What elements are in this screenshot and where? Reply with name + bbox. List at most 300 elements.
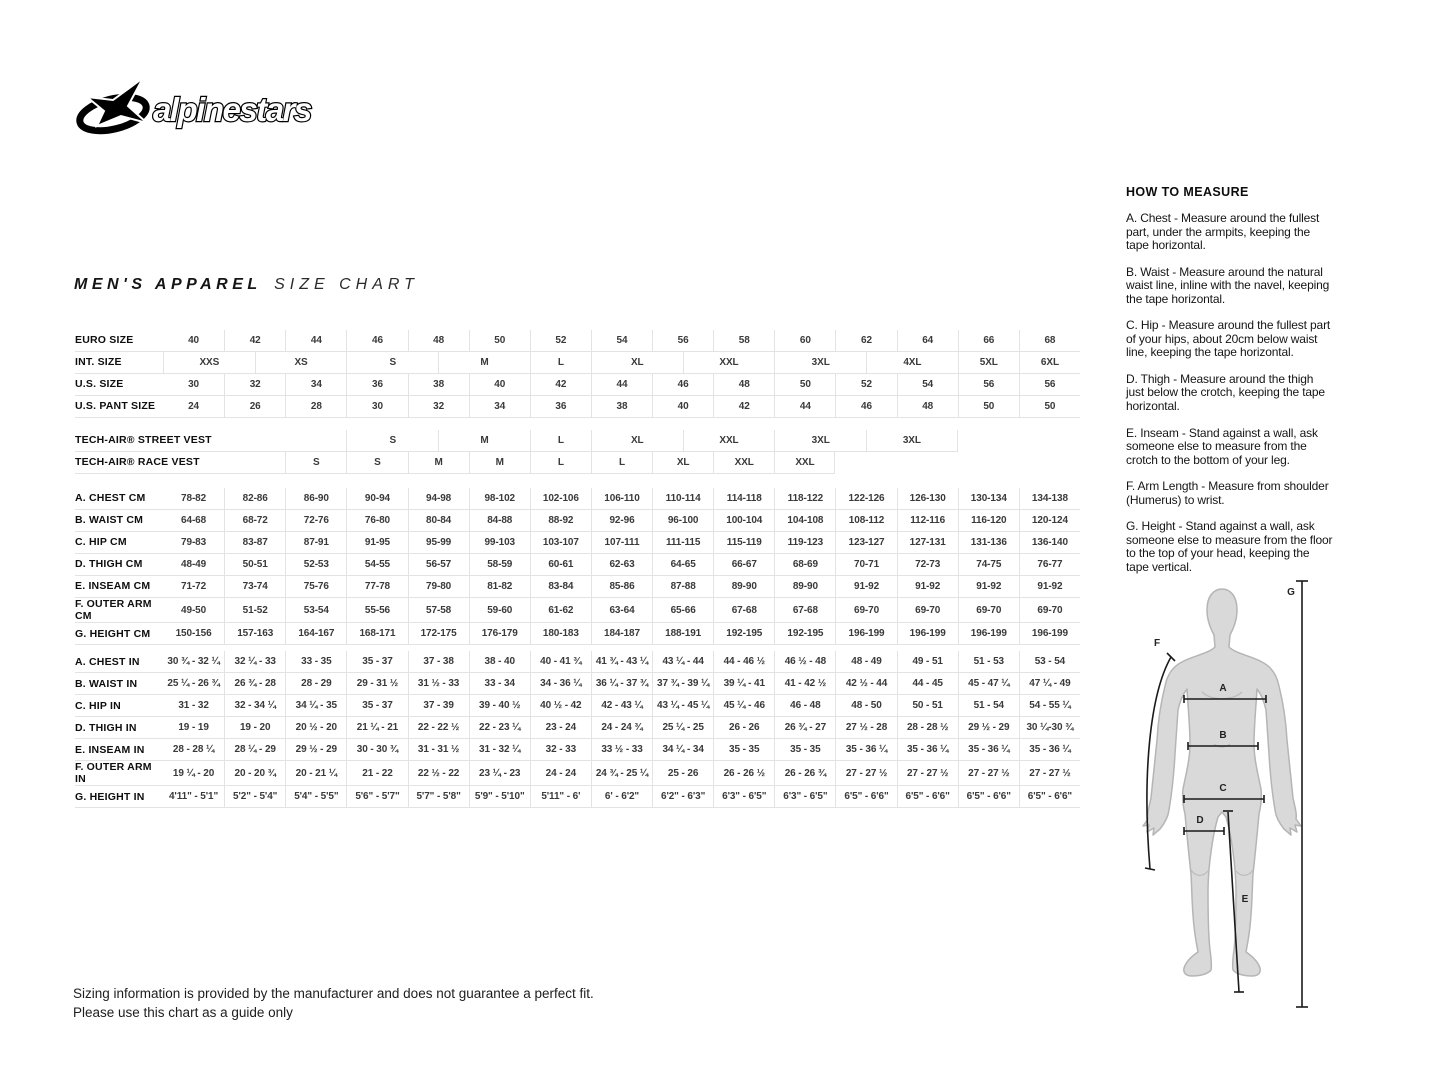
size-value-cell: 150-156 xyxy=(175,628,212,640)
size-value-cell: 50 xyxy=(469,330,530,351)
figure-label-g: G xyxy=(1287,587,1295,598)
size-value-cell: 188-191 xyxy=(652,623,713,644)
size-value-cell: 40 xyxy=(188,335,200,346)
size-value-cell: L xyxy=(591,452,652,474)
figure-label-f: F xyxy=(1153,638,1161,649)
size-value-cell: 39 - 40 ½ xyxy=(469,695,530,716)
table-row xyxy=(75,430,1080,452)
size-value-cell: 6'5" - 6'6" xyxy=(835,786,896,807)
size-value-cell: 184-187 xyxy=(591,623,652,644)
size-value-cell: 54 xyxy=(591,330,652,351)
size-value-cell: 92-96 xyxy=(591,510,652,531)
size-value-cell: S xyxy=(285,452,346,474)
size-value-cell: 78-82 xyxy=(181,493,207,504)
size-value-cell: 51-52 xyxy=(224,598,285,622)
size-value-cell: 57-58 xyxy=(408,598,469,622)
size-value-cell: 35 - 36 ¼ xyxy=(1019,739,1080,760)
size-value-cell: 22 - 23 ¼ xyxy=(469,717,530,738)
size-value-cell: 48 xyxy=(713,374,774,395)
size-value-cell: 64-68 xyxy=(181,515,207,526)
measure-instruction-waist: B. Waist - Measure around the natural waist line, inline with the navel, keeping the tape horizontal. xyxy=(1126,264,1330,306)
size-value-cell: 53-54 xyxy=(285,598,346,622)
size-value-cell: M xyxy=(438,430,530,452)
size-value-cell: 36 xyxy=(346,374,407,395)
size-value-cell: 22 - 22 ½ xyxy=(408,717,469,738)
size-value-cell: 32 xyxy=(408,396,469,417)
size-value-cell: 30 xyxy=(346,396,407,417)
size-value-cell: 41 ¾ - 43 ¼ xyxy=(591,651,652,672)
size-value-cell: 20 - 21 ¼ xyxy=(285,761,346,785)
size-value-cell: 68-69 xyxy=(774,554,835,575)
size-value-cell: 6'2" - 6'3" xyxy=(652,786,713,807)
size-value-cell: 42 xyxy=(224,330,285,351)
size-value-cell: 123-127 xyxy=(835,532,896,553)
table-row xyxy=(75,651,1080,673)
size-value-cell: 6'5" - 6'6" xyxy=(897,786,958,807)
size-value-cell: 73-74 xyxy=(224,576,285,597)
size-value-cell: 5'4" - 5'5" xyxy=(285,786,346,807)
size-value-cell: 50 xyxy=(774,374,835,395)
size-value-cell: 196-199 xyxy=(958,623,1019,644)
size-value-cell: 116-120 xyxy=(958,510,1019,531)
row-label: C. HIP CM xyxy=(75,536,127,549)
body-silhouette-diagram xyxy=(1140,574,1320,1019)
figure-label-a: A xyxy=(1219,683,1227,694)
size-value-cell: 29 - 31 ½ xyxy=(346,673,407,694)
size-value-cell: 28 - 28 ½ xyxy=(897,717,958,738)
page-title xyxy=(74,276,419,294)
size-value-cell: 20 ½ - 20 xyxy=(285,717,346,738)
measure-instruction-hip: C. Hip - Measure around the fullest part of your hips, about 20cm below waist line, keeping the tape horizontal. xyxy=(1126,318,1331,360)
size-value-cell: 40 ½ - 42 xyxy=(530,695,591,716)
size-value-cell: 114-118 xyxy=(713,488,774,509)
row-label: B. WAIST CM xyxy=(75,514,144,527)
size-value-cell: 83-84 xyxy=(530,576,591,597)
figure-label-d: D xyxy=(1196,815,1204,826)
size-value-cell: 5'2" - 5'4" xyxy=(224,786,285,807)
size-value-cell: 86-90 xyxy=(285,488,346,509)
logo-wordmark: alpinestars xyxy=(153,91,311,128)
size-value-cell: XXS xyxy=(163,352,255,374)
size-value-cell: 19 - 20 xyxy=(224,717,285,738)
size-value-cell: 52-53 xyxy=(285,554,346,575)
size-value-cell: 44 xyxy=(591,374,652,395)
size-value-cell: 30 - 30 ¾ xyxy=(346,739,407,760)
size-value-cell: 110-114 xyxy=(652,488,713,509)
size-value-cell: 6' - 6'2" xyxy=(591,786,652,807)
size-value-cell: 66 xyxy=(958,330,1019,351)
size-value-cell: M xyxy=(408,452,469,474)
how-to-measure-panel xyxy=(1126,185,1334,587)
size-value-cell: 35 - 36 ¼ xyxy=(958,739,1019,760)
size-value-cell: 99-103 xyxy=(469,532,530,553)
row-label: INT. SIZE xyxy=(75,352,163,374)
size-value-cell: XXL xyxy=(713,452,774,474)
size-value-cell: 96-100 xyxy=(652,510,713,531)
size-value-cell: 43 ¼ - 45 ¼ xyxy=(652,695,713,716)
size-value-cell: 100-104 xyxy=(713,510,774,531)
size-value-cell: 49-50 xyxy=(181,604,207,616)
size-value-cell: XL xyxy=(652,452,713,474)
size-value-cell: 118-122 xyxy=(774,488,835,509)
size-value-cell: 32 ¼ - 33 xyxy=(224,651,285,672)
size-value-cell: 27 ½ - 28 xyxy=(835,717,896,738)
size-value-cell: 66-67 xyxy=(713,554,774,575)
size-value-cell: 5'7" - 5'8" xyxy=(408,786,469,807)
size-value-cell: 5'9" - 5'10" xyxy=(469,786,530,807)
row-label: B. WAIST IN xyxy=(75,677,138,690)
size-value-cell: 37 - 38 xyxy=(408,651,469,672)
size-value-cell: 79-83 xyxy=(181,537,207,548)
size-value-cell: 58 xyxy=(713,330,774,351)
size-value-cell: 91-92 xyxy=(835,576,896,597)
size-value-cell: 35 - 37 xyxy=(346,695,407,716)
size-value-cell: 84-88 xyxy=(469,510,530,531)
size-value-cell: 58-59 xyxy=(469,554,530,575)
table-row xyxy=(75,396,1080,418)
size-value-cell: S xyxy=(346,352,438,374)
size-value-cell: 82-86 xyxy=(224,488,285,509)
size-value-cell: 76-77 xyxy=(1019,554,1080,575)
size-value-cell: 24 - 24 ¾ xyxy=(591,717,652,738)
table-group-spacer xyxy=(75,474,1080,488)
size-value-cell: 98-102 xyxy=(469,488,530,509)
alpinestars-logo xyxy=(73,76,333,138)
size-value-cell: 23 ¼ - 23 xyxy=(469,761,530,785)
size-value-cell: 35 - 35 xyxy=(713,739,774,760)
table-row xyxy=(75,786,1080,808)
measure-instruction-height: G. Height - Stand against a wall, ask someone else to measure from the floor to the top of your head, keeping the tape vertical. xyxy=(1126,519,1333,574)
size-value-cell: 46 ½ - 48 xyxy=(774,651,835,672)
size-value-cell: 68 xyxy=(1019,330,1080,351)
size-value-cell: 5XL xyxy=(958,352,1019,374)
size-value-cell: 50 xyxy=(958,396,1019,417)
size-value-cell: 196-199 xyxy=(835,623,896,644)
size-value-cell: 38 xyxy=(408,374,469,395)
size-value-cell: 71-72 xyxy=(181,581,207,592)
size-value-cell: 69-70 xyxy=(958,598,1019,622)
size-value-cell: 87-88 xyxy=(652,576,713,597)
size-value-cell: 192-195 xyxy=(713,623,774,644)
size-value-cell: 88-92 xyxy=(530,510,591,531)
size-value-cell: 35 - 36 ¼ xyxy=(897,739,958,760)
size-value-cell: 102-106 xyxy=(530,488,591,509)
size-value-cell: 41 - 42 ½ xyxy=(774,673,835,694)
size-value-cell: 24 - 24 xyxy=(530,761,591,785)
size-value-cell: XXL xyxy=(683,430,775,452)
size-value-cell: 64-65 xyxy=(652,554,713,575)
size-value-cell: 91-92 xyxy=(897,576,958,597)
size-value-cell: 56 xyxy=(1019,374,1080,395)
size-value-cell: 48-49 xyxy=(181,559,207,570)
alpinestars-star-icon xyxy=(73,76,333,138)
size-value-cell: 44 xyxy=(285,330,346,351)
row-label: TECH-AIR® RACE VEST xyxy=(75,452,285,474)
size-value-cell: 67-68 xyxy=(774,598,835,622)
size-value-cell: 60 xyxy=(774,330,835,351)
size-value-cell: 52 xyxy=(530,330,591,351)
size-value-cell: 6XL xyxy=(1019,352,1080,374)
size-value-cell: 20 - 20 ¾ xyxy=(224,761,285,785)
figure-label-e: E xyxy=(1241,894,1249,905)
table-row xyxy=(75,598,1080,623)
size-value-cell: 67-68 xyxy=(713,598,774,622)
size-value-cell: 42 ½ - 44 xyxy=(835,673,896,694)
size-value-cell: 29 ½ - 29 xyxy=(958,717,1019,738)
how-to-measure-heading: HOW TO MEASURE xyxy=(1126,185,1249,199)
measurement-figure xyxy=(1140,574,1320,1019)
size-value-cell: 45 ¼ - 46 xyxy=(713,695,774,716)
size-value-cell: 62-63 xyxy=(591,554,652,575)
size-value-cell: 176-179 xyxy=(469,623,530,644)
size-value-cell: 77-78 xyxy=(346,576,407,597)
table-row xyxy=(75,739,1080,761)
size-value-cell: 27 - 27 ½ xyxy=(1019,761,1080,785)
size-value-cell: 50 - 51 xyxy=(897,695,958,716)
size-value-cell: M xyxy=(438,352,530,374)
size-value-cell: 107-111 xyxy=(591,532,652,553)
row-label: G. HEIGHT CM xyxy=(75,627,151,640)
size-value-cell: 53 - 54 xyxy=(1019,651,1080,672)
size-value-cell: 111-115 xyxy=(652,532,713,553)
row-label: U.S. PANT SIZE xyxy=(75,400,156,413)
size-value-cell: 131-136 xyxy=(958,532,1019,553)
size-value-cell: 46 xyxy=(346,330,407,351)
size-value-cell: 48 - 50 xyxy=(835,695,896,716)
table-row xyxy=(75,623,1080,645)
size-value-cell: 40 xyxy=(652,396,713,417)
disclaimer-text xyxy=(73,985,594,1023)
size-value-cell: 75-76 xyxy=(285,576,346,597)
size-value-cell: 35 - 37 xyxy=(346,651,407,672)
size-value-cell: 51 - 53 xyxy=(958,651,1019,672)
size-value-cell: 157-163 xyxy=(224,623,285,644)
size-value-cell: 95-99 xyxy=(408,532,469,553)
size-value-cell: 83-87 xyxy=(224,532,285,553)
size-value-cell: 32 - 34 ¼ xyxy=(224,695,285,716)
size-value-cell: 6'3" - 6'5" xyxy=(713,786,774,807)
size-value-cell: 5'11" - 6' xyxy=(530,786,591,807)
table-row xyxy=(75,673,1080,695)
size-value-cell: 26 - 26 ¾ xyxy=(774,761,835,785)
size-value-cell: 48 xyxy=(408,330,469,351)
size-value-cell: 87-91 xyxy=(285,532,346,553)
size-value-cell: 21 - 22 xyxy=(346,761,407,785)
size-value-cell: 34 xyxy=(469,396,530,417)
size-value-cell: 42 xyxy=(713,396,774,417)
size-value-cell: 50-51 xyxy=(224,554,285,575)
size-value-cell: 33 - 34 xyxy=(469,673,530,694)
size-value-cell: 72-73 xyxy=(897,554,958,575)
size-value-cell: 6'5" - 6'6" xyxy=(958,786,1019,807)
size-value-cell: 60-61 xyxy=(530,554,591,575)
size-value-cell: 56 xyxy=(652,330,713,351)
size-value-cell: 25 - 26 xyxy=(652,761,713,785)
size-value-cell: 28 - 28 ¼ xyxy=(172,744,215,756)
size-value-cell: 68-72 xyxy=(224,510,285,531)
size-value-cell: XL xyxy=(591,430,683,452)
size-value-cell: 196-199 xyxy=(897,623,958,644)
size-value-cell: 26 xyxy=(224,396,285,417)
size-value-cell: 5'6" - 5'7" xyxy=(346,786,407,807)
row-label: C. HIP IN xyxy=(75,699,121,712)
size-value-cell: 29 ½ - 29 xyxy=(285,739,346,760)
size-table xyxy=(75,330,1080,808)
row-label: G. HEIGHT IN xyxy=(75,790,145,803)
size-value-cell: 48 xyxy=(897,396,958,417)
size-value-cell: 27 - 27 ½ xyxy=(897,761,958,785)
table-row xyxy=(75,510,1080,532)
size-value-cell: 34 ¼ - 35 xyxy=(285,695,346,716)
size-value-cell: 26 - 26 ½ xyxy=(713,761,774,785)
size-value-cell: 21 ¼ - 21 xyxy=(346,717,407,738)
size-value-cell: XXL xyxy=(774,452,835,474)
row-label: EURO SIZE xyxy=(75,334,134,347)
size-value-cell: 54 xyxy=(897,374,958,395)
size-value-cell: 38 xyxy=(591,396,652,417)
size-value-cell: 62 xyxy=(835,330,896,351)
size-value-cell: 79-80 xyxy=(408,576,469,597)
size-value-cell: 69-70 xyxy=(835,598,896,622)
table-row xyxy=(75,452,1080,474)
size-value-cell: L xyxy=(530,452,591,474)
size-value-cell: 24 ¾ - 25 ¼ xyxy=(591,761,652,785)
size-value-cell: 26 ¾ - 27 xyxy=(774,717,835,738)
size-value-cell: 38 - 40 xyxy=(469,651,530,672)
measure-instruction-thigh: D. Thigh - Measure around the thigh just below the crotch, keeping the tape horizontal. xyxy=(1126,371,1325,414)
row-label: D. THIGH IN xyxy=(75,721,137,734)
row-label: TECH-AIR® STREET VEST xyxy=(75,430,346,452)
size-value-cell: 51 - 54 xyxy=(958,695,1019,716)
size-value-cell: S xyxy=(346,430,438,452)
size-value-cell: 127-131 xyxy=(897,532,958,553)
table-row xyxy=(75,554,1080,576)
size-value-cell: 70-71 xyxy=(835,554,896,575)
size-value-cell: 32 xyxy=(224,374,285,395)
size-value-cell: 42 xyxy=(530,374,591,395)
size-value-cell: 46 xyxy=(835,396,896,417)
size-value-cell: 26 ¾ - 28 xyxy=(224,673,285,694)
size-value-cell: 136-140 xyxy=(1019,532,1080,553)
size-value-cell: 36 ¼ - 37 ¾ xyxy=(591,673,652,694)
size-value-cell: 47 ¼ - 49 xyxy=(1019,673,1080,694)
size-value-cell: 28 xyxy=(285,396,346,417)
table-row xyxy=(75,352,1080,374)
size-value-cell: 26 - 26 xyxy=(713,717,774,738)
size-value-cell: 27 - 27 ½ xyxy=(958,761,1019,785)
size-value-cell: 6'5" - 6'6" xyxy=(1019,786,1080,807)
size-value-cell: 56-57 xyxy=(408,554,469,575)
size-value-cell: 192-195 xyxy=(774,623,835,644)
size-value-cell: 34 xyxy=(285,374,346,395)
size-value-cell: 32 - 33 xyxy=(530,739,591,760)
size-value-cell: 19 ¼ - 20 xyxy=(172,767,215,779)
size-value-cell: XL xyxy=(591,352,683,374)
row-label: F. OUTER ARM CM xyxy=(75,598,152,623)
row-label: F. OUTER ARM IN xyxy=(75,761,152,786)
table-row xyxy=(75,695,1080,717)
size-value-cell: 69-70 xyxy=(897,598,958,622)
size-value-cell: 69-70 xyxy=(1019,598,1080,622)
size-value-cell: 45 - 47 ¼ xyxy=(958,673,1019,694)
size-value-cell: 59-60 xyxy=(469,598,530,622)
table-row xyxy=(75,374,1080,396)
size-value-cell: 3XL xyxy=(866,430,958,452)
size-value-cell: 46 - 48 xyxy=(774,695,835,716)
size-value-cell: 35 - 36 ¼ xyxy=(835,739,896,760)
row-label: U.S. SIZE xyxy=(75,378,124,391)
size-value-cell: 119-123 xyxy=(774,532,835,553)
size-value-cell: 34 ¼ - 34 xyxy=(652,739,713,760)
size-value-cell: 3XL xyxy=(774,352,866,374)
size-value-cell: 172-175 xyxy=(408,623,469,644)
size-value-cell: S xyxy=(346,452,407,474)
size-value-cell: 85-86 xyxy=(591,576,652,597)
size-value-cell: 4'11" - 5'1" xyxy=(168,791,219,803)
table-row xyxy=(75,576,1080,598)
size-value-cell: 134-138 xyxy=(1019,488,1080,509)
size-value-cell: 89-90 xyxy=(774,576,835,597)
size-value-cell: 63-64 xyxy=(591,598,652,622)
size-value-cell: 25 ¼ - 25 xyxy=(652,717,713,738)
size-value-cell: 39 ¼ - 41 xyxy=(713,673,774,694)
size-value-cell: 28 - 29 xyxy=(285,673,346,694)
size-value-cell: L xyxy=(530,352,591,374)
row-label: A. CHEST CM xyxy=(75,492,146,505)
size-value-cell: 120-124 xyxy=(1019,510,1080,531)
size-value-cell: XS xyxy=(255,352,347,374)
figure-label-b: B xyxy=(1219,730,1227,741)
size-value-cell: 64 xyxy=(897,330,958,351)
measure-instruction-chest: A. Chest - Measure around the fullest part, under the armpits, keeping the tape horizontal. xyxy=(1126,211,1320,253)
size-value-cell: 91-92 xyxy=(958,576,1019,597)
size-value-cell: 22 ½ - 22 xyxy=(408,761,469,785)
size-value-cell: 90-94 xyxy=(346,488,407,509)
size-value-cell: 27 - 27 ½ xyxy=(835,761,896,785)
row-label: A. CHEST IN xyxy=(75,655,140,668)
size-value-cell: 106-110 xyxy=(591,488,652,509)
size-value-cell: 55-56 xyxy=(346,598,407,622)
size-value-cell: 34 - 36 ¼ xyxy=(530,673,591,694)
disclaimer-line-1: Sizing information is provided by the manufacturer and does not guarantee a perfect fit. xyxy=(73,986,594,1001)
size-value-cell: 31 ½ - 33 xyxy=(408,673,469,694)
size-value-cell: 104-108 xyxy=(774,510,835,531)
size-value-cell: 168-171 xyxy=(346,623,407,644)
size-value-cell: 61-62 xyxy=(530,598,591,622)
size-value-cell: 46 xyxy=(652,374,713,395)
size-value-cell: 3XL xyxy=(774,430,866,452)
size-value-cell: 54 - 55 ¼ xyxy=(1019,695,1080,716)
table-row xyxy=(75,717,1080,739)
size-value-cell: 28 ¼ - 29 xyxy=(224,739,285,760)
size-value-cell: 4XL xyxy=(866,352,958,374)
size-value-cell: 54-55 xyxy=(346,554,407,575)
page-title-sub: SIZE CHART xyxy=(274,276,419,293)
size-value-cell: 30 xyxy=(188,379,200,390)
size-value-cell: M xyxy=(469,452,530,474)
size-value-cell: 35 - 35 xyxy=(774,739,835,760)
size-value-cell: 49 - 51 xyxy=(897,651,958,672)
size-value-cell: 42 - 43 ¼ xyxy=(591,695,652,716)
size-value-cell: 33 - 35 xyxy=(285,651,346,672)
size-value-cell: 31 - 31 ½ xyxy=(408,739,469,760)
size-value-cell: 37 ¾ - 39 ¼ xyxy=(652,673,713,694)
size-value-cell: 36 xyxy=(530,396,591,417)
size-value-cell: 43 ¼ - 44 xyxy=(652,651,713,672)
size-value-cell: 48 - 49 xyxy=(835,651,896,672)
page-title-main: MEN'S APPAREL xyxy=(74,276,262,293)
size-value-cell: 103-107 xyxy=(530,532,591,553)
